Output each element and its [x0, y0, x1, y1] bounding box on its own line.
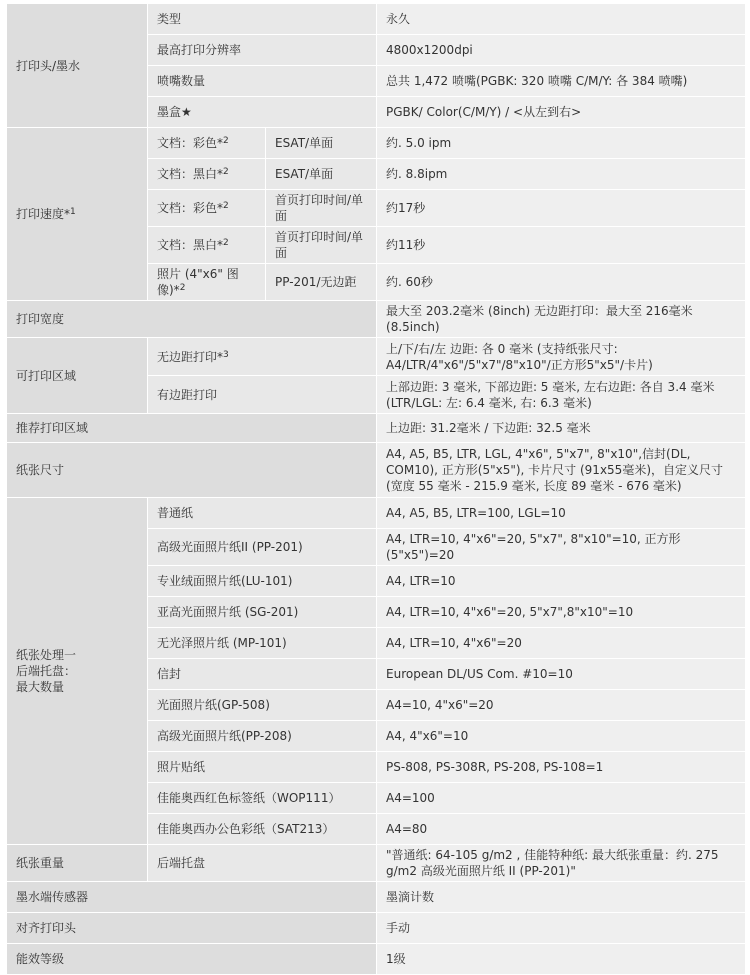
spec-row-printhead-type	[7, 4, 746, 35]
spec-label	[148, 338, 377, 376]
group-label-paper-size: 纸张尺寸	[7, 443, 377, 498]
spec-row-paper-handling	[7, 498, 746, 529]
spec-value: PGBK/ Color(C/M/Y) / <从左到右>	[377, 97, 746, 128]
group-label-print-width: 打印宽度	[7, 301, 377, 338]
group-label-paper-handling	[7, 498, 148, 845]
spec-mode: ESAT/单面	[266, 159, 377, 190]
spec-label-text: 文档：彩色*	[157, 201, 224, 215]
footnote-marker: 2	[223, 238, 229, 248]
spec-mode: 首页打印时间/单面	[266, 227, 377, 264]
spec-mode: PP-201/无边距	[266, 264, 377, 301]
spec-row-ink-sensor	[7, 882, 746, 913]
spec-value: 约. 60秒	[377, 264, 746, 301]
group-label-line: 后端托盘：	[16, 664, 77, 678]
spec-value: 约. 8.8ipm	[377, 159, 746, 190]
spec-label-text: 文档：彩色*	[157, 136, 224, 150]
spec-value: 上部边距: 3 毫米, 下部边距: 5 毫米, 左右边距: 各自 3.4 毫米 (LTR/LGL: 左: 6.4 毫米, 右: 6.3 毫米)	[377, 376, 746, 414]
spec-label-text: 文档：黑白*	[157, 238, 224, 252]
group-label-text: 打印速度*	[16, 207, 71, 221]
spec-label: 亚高光面照片纸 (SG-201)	[148, 597, 377, 628]
footnote-marker: 2	[223, 201, 229, 211]
group-label-line: 纸张处理一	[16, 648, 77, 662]
spec-label: 信封	[148, 659, 377, 690]
spec-value: PS-808, PS-308R, PS-208, PS-108=1	[377, 752, 746, 783]
spec-row-paper-size	[7, 443, 746, 498]
spec-value: 约. 5.0 ipm	[377, 128, 746, 159]
spec-mode: 首页打印时间/单面	[266, 190, 377, 227]
spec-value: "普通纸: 64-105 g/m2 , 佳能特种纸: 最大纸张重量：约. 275 g/m2 高级光面照片纸 II (PP-201)"	[377, 845, 746, 882]
spec-value: European DL/US Com. #10=10	[377, 659, 746, 690]
group-label-line: 最大数量	[16, 680, 65, 694]
spec-value: 上边距: 31.2毫米 / 下边距: 32.5 毫米	[377, 414, 746, 443]
spec-row-borderless	[7, 338, 746, 376]
spec-label: 后端托盘	[148, 845, 377, 882]
spec-value: 永久	[377, 4, 746, 35]
spec-value: A4, A5, B5, LTR=100, LGL=10	[377, 498, 746, 529]
spec-mode: ESAT/单面	[266, 128, 377, 159]
spec-value: 1级	[377, 944, 746, 975]
group-label-ink-sensor: 墨水端传感器	[7, 882, 377, 913]
spec-label: 有边距打印	[148, 376, 377, 414]
spec-label	[148, 128, 266, 159]
spec-value: 4800x1200dpi	[377, 35, 746, 66]
spec-value: 上/下/右/左 边距: 各 0 毫米 (支持纸张尺寸: A4/LTR/4"x6"/5"x7"/8"x10"/正方形5"x5"/卡片)	[377, 338, 746, 376]
spec-value: 约11秒	[377, 227, 746, 264]
spec-value: A4, LTR=10, 4"x6"=20	[377, 628, 746, 659]
spec-value: A4, A5, B5, LTR, LGL, 4"x6", 5"x7", 8"x10",信封(DL, COM10), 正方形(5"x5"), 卡片尺寸 (91x55毫米)，自定义尺寸 (宽度 55 毫米 - 215.9 毫米, 长度 89 毫米 - 676 毫米)	[377, 443, 746, 498]
spec-label	[148, 190, 266, 227]
spec-label: 高级光面照片纸(PP-208)	[148, 721, 377, 752]
spec-label	[148, 264, 266, 301]
group-label-energy: 能效等级	[7, 944, 377, 975]
group-label-printhead: 打印头/墨水	[7, 4, 148, 128]
spec-value: A4, LTR=10	[377, 566, 746, 597]
spec-value: A4=10, 4"x6"=20	[377, 690, 746, 721]
spec-label: 类型	[148, 4, 377, 35]
spec-label: 专业绒面照片纸(LU-101)	[148, 566, 377, 597]
footnote-marker: 3	[223, 349, 229, 360]
spec-value: A4, 4"x6"=10	[377, 721, 746, 752]
spec-label: 高级光面照片纸II (PP-201)	[148, 529, 377, 566]
spec-row-recommended-area	[7, 414, 746, 443]
group-label-paper-weight: 纸张重量	[7, 845, 148, 882]
footnote-marker: 2	[223, 167, 229, 177]
spec-value: A4=100	[377, 783, 746, 814]
spec-label: 喷嘴数量	[148, 66, 377, 97]
spec-value: A4, LTR=10, 4"x6"=20, 5"x7", 8"x10"=10, 正方形(5"x5")=20	[377, 529, 746, 566]
spec-row-speed	[7, 128, 746, 159]
group-label-recommended-area: 推荐打印区域	[7, 414, 377, 443]
spec-label	[148, 159, 266, 190]
footnote-marker: 2	[179, 283, 186, 293]
spec-row-print-width	[7, 301, 746, 338]
spec-row-alignment	[7, 913, 746, 944]
spec-row-paper-weight	[7, 845, 746, 882]
spec-label: 佳能奥西红色标签纸（WOP111）	[148, 783, 377, 814]
spec-label-text: 照片 (4"x6" 图像)*	[157, 267, 239, 297]
spec-value: 总共 1,472 喷嘴(PGBK: 320 喷嘴 C/M/Y: 各 384 喷嘴)	[377, 66, 746, 97]
group-label-print-area: 可打印区域	[7, 338, 148, 414]
spec-label: 佳能奥西办公色彩纸（SAT213）	[148, 814, 377, 845]
footnote-marker: 2	[223, 136, 229, 146]
spec-label: 普通纸	[148, 498, 377, 529]
spec-value: 墨滴计数	[377, 882, 746, 913]
spec-label-text: 文档：黑白*	[157, 167, 224, 181]
spec-value: 手动	[377, 913, 746, 944]
group-label-alignment: 对齐打印头	[7, 913, 377, 944]
spec-label: 无光泽照片纸 (MP-101)	[148, 628, 377, 659]
spec-label: 墨盒★	[148, 97, 377, 128]
footnote-marker: 1	[70, 207, 76, 217]
spec-label: 最高打印分辨率	[148, 35, 377, 66]
spec-label: 光面照片纸(GP-508)	[148, 690, 377, 721]
spec-value: 最大至 203.2毫米 (8inch) 无边距打印：最大至 216毫米 (8.5inch)	[377, 301, 746, 338]
spec-table	[6, 3, 746, 975]
spec-label	[148, 227, 266, 264]
spec-row-energy	[7, 944, 746, 975]
spec-value: A4=80	[377, 814, 746, 845]
spec-value: 约17秒	[377, 190, 746, 227]
spec-label: 照片贴纸	[148, 752, 377, 783]
group-label-speed	[7, 128, 148, 301]
spec-value: A4, LTR=10, 4"x6"=20, 5"x7",8"x10"=10	[377, 597, 746, 628]
spec-label-text: 无边距打印*	[157, 349, 224, 364]
